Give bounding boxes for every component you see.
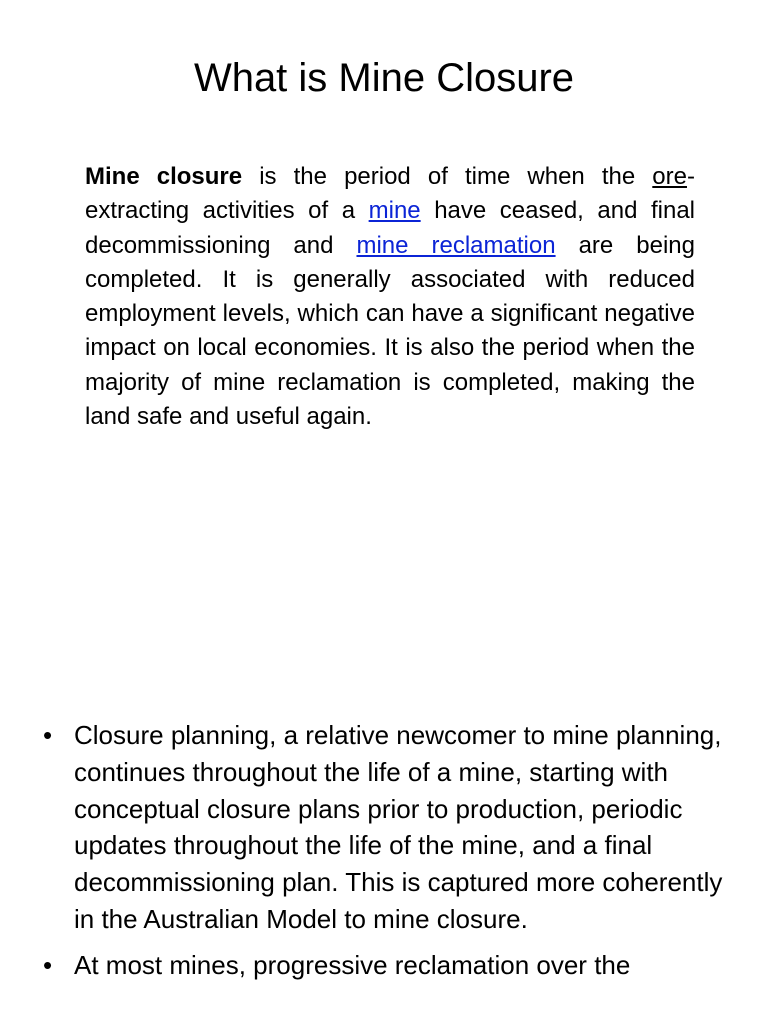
page-title: What is Mine Closure — [193, 56, 575, 100]
definition-text-4: are being completed. It is generally associated with reduced employment levels, which can have a significant negative impact on local economies. It is also the period when the majority of mine reclamation is completed, making the land safe and useful again. — [85, 231, 696, 431]
bullet-list — [0, 717, 768, 993]
mine-reclamation-link[interactable]: mine reclamation — [356, 231, 556, 259]
bullet-text: Closure planning, a relative newcomer to mine planning, continues throughout the life of a mine, starting with conceptual closure plans prior to production, periodic updates throughout the life of the mine, and a final decommissioning plan. This is captured more coherently in the Australian Model to mine closure. — [74, 720, 723, 934]
mine-link[interactable]: mine — [368, 197, 421, 225]
definition-term: Mine closure — [85, 163, 243, 190]
bullet-dot-icon: • — [43, 720, 53, 750]
definition-paragraph — [85, 160, 695, 434]
definition-text-1: is the period of time when the — [242, 163, 653, 190]
definition-text-2: -extracting activities of a — [85, 163, 695, 225]
bullet-item — [0, 717, 768, 938]
ore-link[interactable]: ore — [652, 163, 687, 190]
definition-text-3: have ceased, and final decommissioning and — [85, 197, 695, 259]
bullet-dot-icon: • — [43, 949, 53, 980]
bullet-text: At most mines, progressive reclamation over the — [74, 949, 631, 980]
bullet-item — [0, 947, 768, 984]
